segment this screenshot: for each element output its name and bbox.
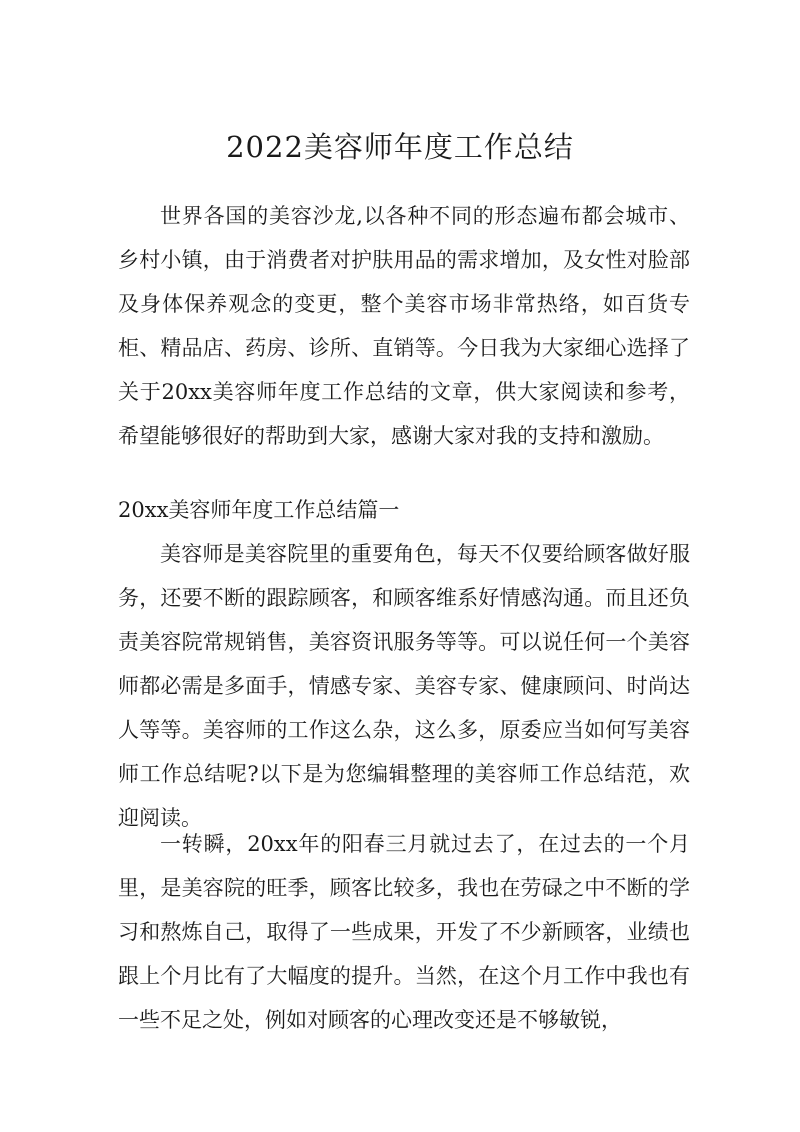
section-heading: 20xx美容师年度工作总结篇一 [118,498,400,522]
section-paragraph-2: 一转瞬，20xx年的阳春三月就过去了，在过去的一个月里，是美容院的旺季，顾客比较多，我也在劳碌之中不断的学习和熬炼自己，取得了一些成果，开发了不少新顾客，业绩也跟上个月比有了大幅度的提升。当然，在这个月工作中我也有一些不足之处，例如对顾客的心理改变还是不够敏锐， [118,832,690,1032]
document-title: 2022美容师年度工作总结 [226,130,574,164]
section-paragraph-1: 美容师是美容院里的重要角色，每天不仅要给顾客做好服务，还要不断的跟踪顾客，和顾客维系好情感沟通。而且还负责美容院常规销售，美容资讯服务等等。可以说任何一个美容师都必需是多面手，情感专家、美容专家、健康顾问、时尚达人等等。美容师的工作这么杂，这么多，原委应当如何写美容师工作总结呢?以下是为您编辑整理的美容师工作总结范，欢迎阅读。 [118,542,690,830]
intro-paragraph: 世界各国的美容沙龙,以各种不同的形态遍布都会城市、乡村小镇，由于消费者对护肤用品的需求增加，及女性对脸部及身体保养观念的变更，整个美容市场非常热络，如百货专柜、精品店、药房、诊所、直销等。今日我为大家细心选择了关于20xx美容师年度工作总结的文章，供大家阅读和参考，希望能够很好的帮助到大家，感谢大家对我的支持和激励。 [118,204,690,448]
